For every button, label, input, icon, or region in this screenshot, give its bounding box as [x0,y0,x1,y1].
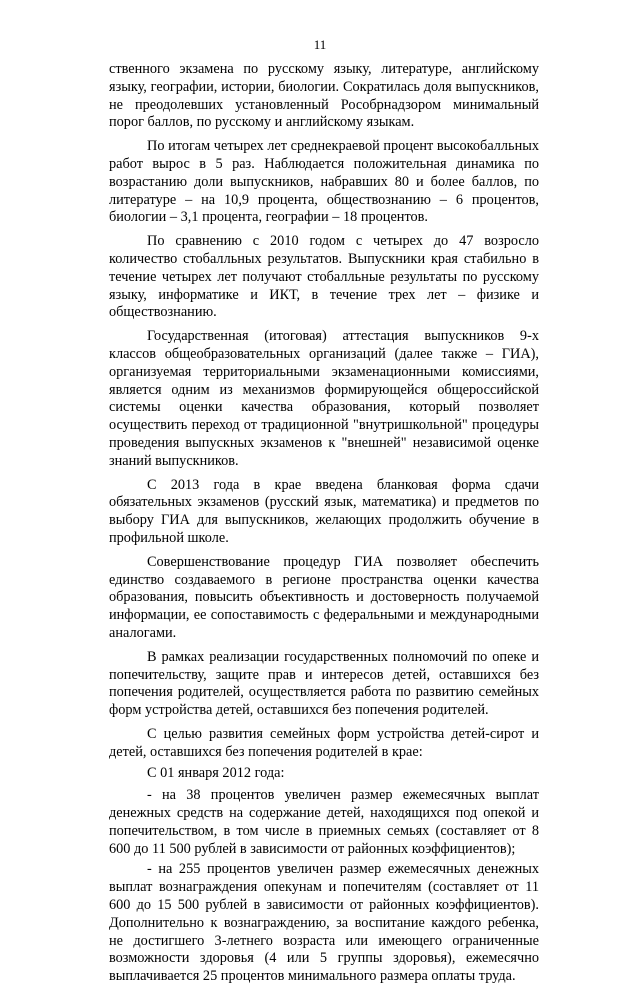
paragraph-high-score-growth: По итогам четырех лет среднекраевой процент высокобалльных работ вырос в 5 раз. Наблюдается положительная динамика по возрастанию доли выпускников, набравших 80 и более баллов, по литературе – на 10,9 процента, обществознанию – 6 процентов, биологии – 3,1 процента, географии – 18 процентов. [109,138,539,226]
paragraph-family-forms: С целью развития семейных форм устройства детей-сирот и детей, оставшихся без попечения родителей в крае: [109,725,539,760]
page-number: 11 [313,37,327,52]
paragraph-blank-form: С 2013 года в крае введена бланковая форма сдачи обязательных экзаменов (русский язык, математика) и предметов по выбору ГИА для выпускников, желающих продолжить обучение в профильной школе. [109,476,539,546]
page-body [109,61,539,992]
paragraph-gia-description: Государственная (итоговая) аттестация выпускников 9-х классов общеобразовательных организаций (далее также – ГИА), организуемая территориальными экзаменационными комиссиями, является одним из механизмов формирующейся общероссийской системы оценки качества образования, который позволяет осуществить переход от традиционной "внутришкольной" процедуры проведения выпускных экзаменов к "внешней" независимой оценке знаний выпускников. [109,328,539,469]
paragraph-hundred-point-results: По сравнению с 2010 годом с четырех до 47 возросло количество стобалльных результатов. Выпускники края стабильно в течение четырех лет получают стобалльные результаты по русскому языку, информатике и ИКТ, в течение трех лет – физике и обществознанию. [109,233,539,321]
paragraph-date: С 01 января 2012 года: [147,765,285,782]
list-item-payments-255: - на 255 процентов увеличен размер ежемесячных денежных выплат вознаграждения опекунам и попечителям (составляет от 11 600 до 15 500 рублей в зависимости от районных коэффициентов). Дополнительно к вознаграждению, за воспитание каждого ребенка, не достигшего 3-летнего возраста или имеющего ограниченные возможности здоровья (4 или 5 группы здоровья), ежемесячно выплачивается 25 процентов минимального размера оплаты труда. [109,861,539,985]
paragraph-gia-improvement: Совершенствование процедур ГИА позволяет обеспечить единство создаваемого в регионе пространства оценки качества образования, повысить объективность и достоверность получаемой информации, ее сопоставимость с федеральными и международными аналогами. [109,553,539,641]
list-item-payments-38: - на 38 процентов увеличен размер ежемесячных выплат денежных средств на содержание детей, находящихся под опекой и попечительством, в том числе в приемных семьях (составляет от 8 600 до 11 500 рублей в зависимости от районных коэффициентов); [109,787,539,857]
paragraph-exam-results: ственного экзамена по русскому языку, литературе, английскому языку, географии, истории, биологии. Сократилась доля выпускников, не преодолевших установленный Рособрнадзором минимальный порог баллов, по русскому и английскому языкам. [109,61,539,131]
paragraph-guardianship: В рамках реализации государственных полномочий по опеке и попечительству, защите прав и интересов детей, оставшихся без попечения родителей, осуществляется работа по развитию семейных форм устройства детей, оставшихся без попечения родителей. [109,648,539,719]
